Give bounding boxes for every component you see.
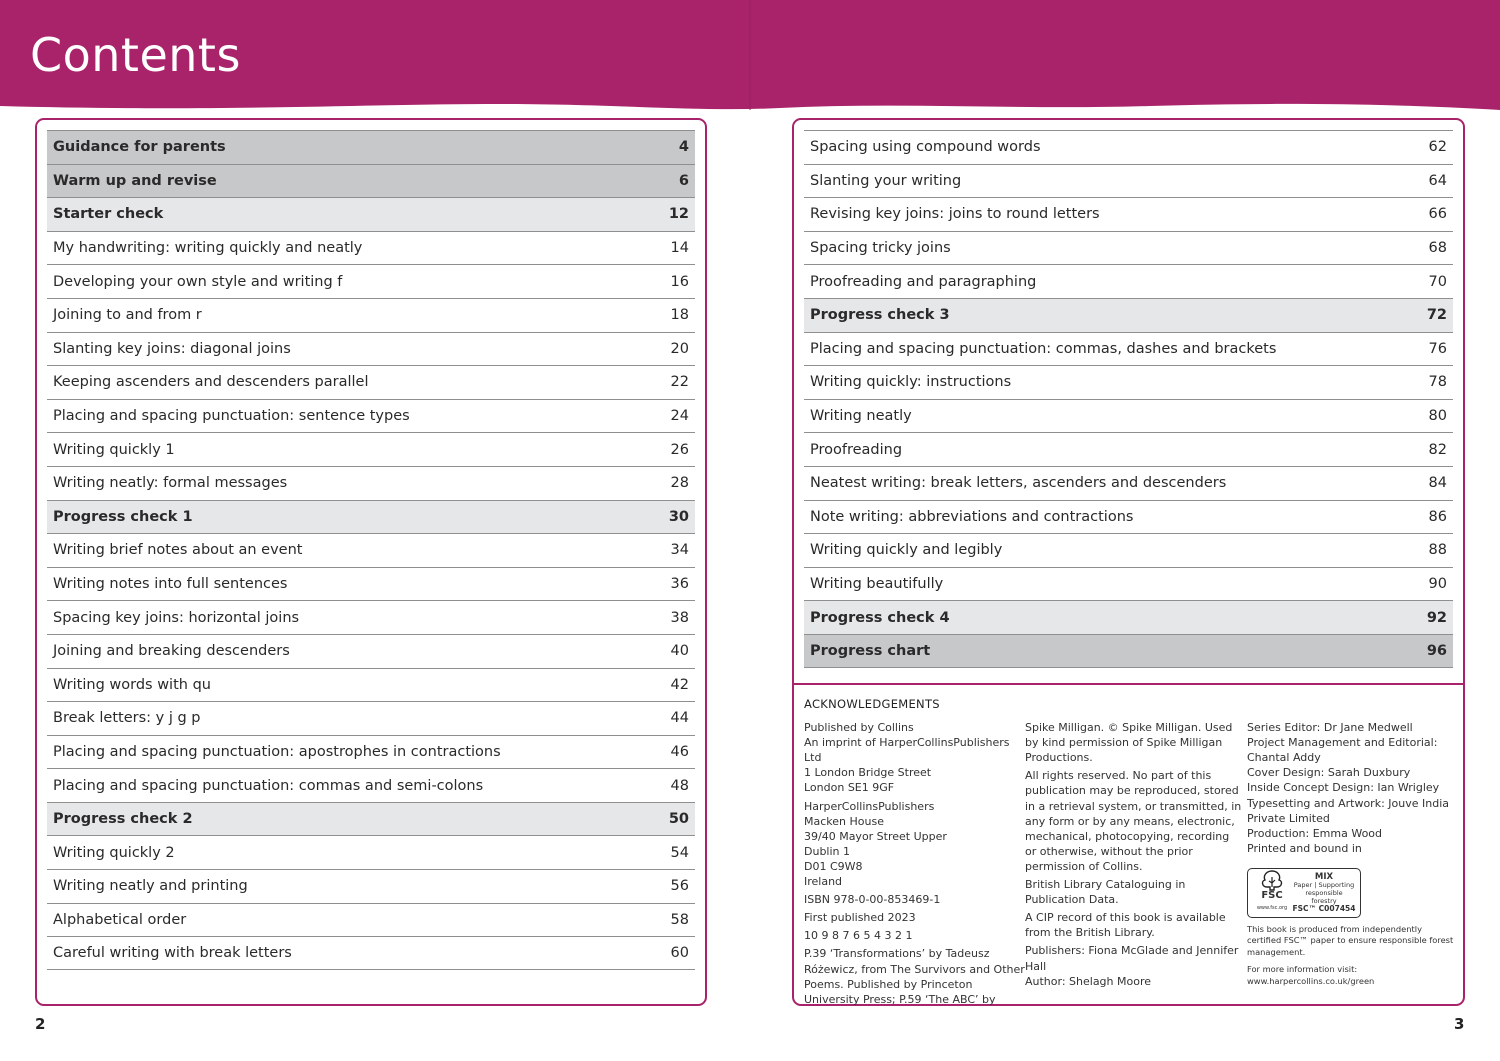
toc-row (47, 365, 695, 399)
toc-page-number: 14 (670, 240, 689, 257)
toc-title: Neatest writing: break letters, ascenders and descenders (810, 475, 1227, 492)
acknowledgement-paragraph: P.39 ‘Transformations’ by Tadeusz Różewicz, from The Survivors and Other Poems. Published by Princeton University Press; P.59 ‘The ABC’ by (804, 947, 1025, 1006)
fsc-note: This book is produced from independently certified FSC™ paper to ensure responsible forest management. (1247, 923, 1454, 957)
fsc-code: FSC™ C007454 (1292, 903, 1356, 913)
left-toc-list (47, 130, 695, 970)
toc-row (804, 399, 1453, 433)
toc-row (804, 164, 1453, 198)
toc-row (804, 298, 1453, 332)
toc-page-number: 24 (670, 408, 689, 425)
toc-page-number: 34 (670, 542, 689, 559)
toc-page-number: 90 (1428, 576, 1447, 593)
toc-page-number: 28 (670, 475, 689, 492)
acknowledgement-paragraph: Published by Collins An imprint of HarperCollinsPublishers Ltd 1 London Bridge Street London SE1 9GF (804, 721, 1010, 795)
toc-title: Keeping ascenders and descenders parallel (53, 374, 369, 391)
toc-title: Writing quickly and legibly (810, 542, 1003, 559)
toc-row (47, 231, 695, 265)
toc-title: Spacing using compound words (810, 139, 1041, 156)
toc-title: Proofreading and paragraphing (810, 273, 1037, 290)
acknowledgement-paragraph: Spike Milligan. © Spike Milligan. Used by kind permission of Spike Milligan Productions. (1025, 721, 1233, 765)
toc-row (47, 735, 695, 769)
toc-title: Joining and breaking descenders (53, 643, 290, 660)
toc-title: Slanting your writing (810, 172, 962, 189)
page-title: Contents (30, 28, 241, 82)
toc-row (47, 835, 695, 869)
toc-title: Writing quickly 1 (53, 441, 175, 458)
toc-page-number: 50 (668, 811, 689, 828)
acknowledgement-paragraph: HarperCollinsPublishers Macken House 39/40 Mayor Street Upper Dublin 1 D01 C9W8 Ireland (804, 799, 947, 889)
toc-title: Placing and spacing punctuation: apostrophes in contractions (53, 743, 501, 760)
acknowledgement-paragraph: All rights reserved. No part of this publication may be reproduced, stored in a retrieval system, or transmitted, in any form or by any means, electronic, mechanical, photocopying, recording or otherwise, without the prior permission of Collins. (1025, 769, 1242, 873)
toc-page-number: 46 (670, 743, 689, 760)
toc-row (47, 936, 695, 970)
toc-page-number: 18 (670, 307, 689, 324)
toc-page-number: 12 (668, 206, 689, 223)
toc-title: Placing and spacing punctuation: commas, dashes and brackets (810, 340, 1277, 357)
acknowledgement-paragraph: A CIP record of this book is available from the British Library. (1025, 911, 1226, 940)
toc-row (804, 500, 1453, 534)
toc-page-number: 68 (1428, 240, 1447, 257)
acknowledgement-paragraph: Publishers: Fiona McGlade and Jennifer Hall Author: Shelagh Moore (1025, 944, 1239, 988)
toc-page-number: 48 (670, 777, 689, 794)
toc-page-number: 36 (670, 576, 689, 593)
toc-title: Alphabetical order (53, 911, 187, 928)
toc-page-number: 42 (670, 676, 689, 693)
toc-page-number: 30 (668, 508, 689, 525)
fsc-mix: MIX (1314, 871, 1334, 882)
fsc-tree-icon (1257, 869, 1287, 891)
toc-title: Developing your own style and writing f (53, 273, 343, 290)
toc-row (47, 768, 695, 802)
toc-title: Spacing tricky joins (810, 240, 951, 257)
toc-page-number: 38 (670, 609, 689, 626)
toc-row (47, 164, 695, 198)
toc-page-number: 92 (1426, 609, 1447, 626)
toc-row (804, 130, 1453, 164)
toc-page-number: 40 (670, 643, 689, 660)
toc-title: Writing brief notes about an event (53, 542, 303, 559)
toc-title: Progress check 2 (53, 811, 193, 828)
toc-page-number: 6 (678, 172, 689, 189)
toc-row (804, 533, 1453, 567)
toc-title: Writing neatly: formal messages (53, 475, 288, 492)
toc-title: Slanting key joins: diagonal joins (53, 340, 291, 357)
fsc-line2: responsible forestry (1305, 888, 1343, 905)
left-contents-panel (35, 118, 707, 1006)
toc-page-number: 78 (1428, 374, 1447, 391)
toc-page-number: 58 (670, 911, 689, 928)
toc-title: Progress check 3 (810, 307, 950, 324)
toc-title: Careful writing with break letters (53, 945, 292, 962)
toc-row (47, 634, 695, 668)
toc-row (47, 298, 695, 332)
toc-row (47, 903, 695, 937)
toc-row (804, 466, 1453, 500)
toc-page-number: 16 (670, 273, 689, 290)
toc-row (47, 701, 695, 735)
toc-row (47, 264, 695, 298)
toc-title: Warm up and revise (53, 172, 217, 189)
toc-page-number: 62 (1428, 139, 1447, 156)
toc-row (47, 567, 695, 601)
toc-row (47, 332, 695, 366)
toc-title: Writing notes into full sentences (53, 576, 288, 593)
toc-title: Writing beautifully (810, 576, 944, 593)
acknowledgement-paragraph: ISBN 978-0-00-853469-1 (804, 893, 941, 907)
right-contents-panel (792, 118, 1465, 1006)
fsc-logo (1247, 868, 1361, 918)
left-page-number: 2 (35, 1015, 46, 1033)
acknowledgements-column-3 (1247, 720, 1454, 1010)
toc-title: Proofreading (810, 441, 903, 458)
toc-title: Break letters: y j g p (53, 710, 201, 727)
toc-page-number: 82 (1428, 441, 1447, 458)
toc-page-number: 84 (1428, 475, 1447, 492)
toc-page-number: 72 (1426, 307, 1447, 324)
toc-row (804, 432, 1453, 466)
toc-row (47, 466, 695, 500)
toc-row (47, 130, 695, 164)
toc-row (804, 332, 1453, 366)
toc-title: Placing and spacing punctuation: commas and semi-colons (53, 777, 484, 794)
fsc-line1: Paper | Supporting (1293, 880, 1355, 889)
toc-page-number: 86 (1428, 508, 1447, 525)
toc-page-number: 76 (1428, 340, 1447, 357)
toc-page-number: 22 (670, 374, 689, 391)
toc-title: Joining to and from r (53, 307, 202, 324)
toc-row (47, 197, 695, 231)
toc-title: Guidance for parents (53, 139, 226, 156)
toc-page-number: 88 (1428, 542, 1447, 559)
toc-row (47, 432, 695, 466)
toc-page-number: 60 (670, 945, 689, 962)
toc-page-number: 20 (670, 340, 689, 357)
toc-title: Placing and spacing punctuation: sentence types (53, 408, 410, 425)
fsc-site: www.fsc.org (1256, 905, 1288, 912)
acknowledgement-paragraph: British Library Cataloguing in Publication Data. (1025, 878, 1186, 907)
acknowledgements-divider (794, 683, 1463, 685)
toc-title: Writing neatly and printing (53, 878, 248, 895)
toc-row (47, 533, 695, 567)
toc-title: Spacing key joins: horizontal joins (53, 609, 300, 626)
toc-title: Starter check (53, 206, 164, 223)
toc-page-number: 54 (670, 844, 689, 861)
toc-page-number: 70 (1428, 273, 1447, 290)
toc-row (804, 231, 1453, 265)
acknowledgements-heading: ACKNOWLEDGEMENTS (804, 697, 940, 711)
acknowledgement-paragraph: 10 9 8 7 6 5 4 3 2 1 (804, 929, 913, 943)
toc-page-number: 56 (670, 878, 689, 895)
toc-page-number: 80 (1428, 408, 1447, 425)
right-page-number: 3 (1454, 1015, 1465, 1033)
toc-title: Progress check 4 (810, 609, 950, 626)
more-info-link: For more information visit: www.harpercollins.co.uk/green (1247, 964, 1375, 986)
right-toc-list (804, 130, 1453, 668)
toc-row (804, 567, 1453, 601)
toc-title: Revising key joins: joins to round letters (810, 206, 1100, 223)
acknowledgement-paragraph: First published 2023 (804, 911, 916, 925)
toc-title: Writing quickly: instructions (810, 374, 1012, 391)
toc-title: My handwriting: writing quickly and neatly (53, 240, 363, 257)
toc-page-number: 4 (678, 139, 689, 156)
toc-row (47, 500, 695, 534)
toc-row (804, 634, 1453, 668)
toc-page-number: 64 (1428, 172, 1447, 189)
toc-row (47, 399, 695, 433)
toc-title: Progress check 1 (53, 508, 193, 525)
toc-page-number: 66 (1428, 206, 1447, 223)
toc-page-number: 96 (1426, 642, 1447, 659)
toc-row (804, 264, 1453, 298)
toc-row (47, 668, 695, 702)
toc-row (804, 365, 1453, 399)
toc-page-number: 44 (670, 710, 689, 727)
fsc-label: FSC (1261, 890, 1283, 902)
toc-row (47, 600, 695, 634)
toc-title: Progress chart (810, 642, 931, 659)
toc-title: Writing words with qu (53, 676, 211, 693)
toc-title: Note writing: abbreviations and contractions (810, 508, 1134, 525)
toc-row (47, 802, 695, 836)
acknowledgements-column-2 (1025, 720, 1247, 1010)
toc-row (804, 197, 1453, 231)
toc-row (47, 869, 695, 903)
toc-title: Writing neatly (810, 408, 912, 425)
acknowledgements-column-1 (804, 720, 1025, 1010)
acknowledgement-paragraph: Series Editor: Dr Jane Medwell Project Management and Editorial: Chantal Addy Cover Design: Sarah Duxbury Inside Concept Design: Ian Wrigley Typesetting and Artwork: Jouve India Private Limited Production: Emma Wood Printed and bound in (1247, 721, 1449, 855)
acknowledgements-section (804, 697, 1454, 1010)
toc-row (804, 600, 1453, 634)
toc-title: Writing quickly 2 (53, 844, 175, 861)
toc-page-number: 26 (670, 441, 689, 458)
